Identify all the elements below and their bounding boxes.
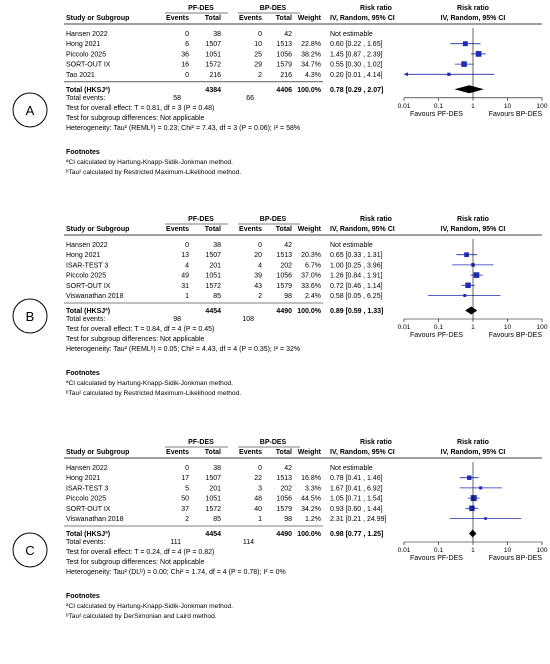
study-name: Piccolo 2025 [66,51,107,59]
total-events-label: Total events: [66,94,106,102]
group2-header: BP-DES [259,439,287,446]
total-value: 1513 [276,41,292,49]
tick-label: 10 [503,102,512,110]
total-value: 1056 [276,495,292,503]
study-square [463,294,466,297]
events-header: Events [239,226,262,233]
events-value: 0 [258,242,262,249]
test-statistic: Test for subgroup differences: Not applicable [66,559,205,566]
total-header: Total [275,15,292,22]
footnote: ªCI calculated by Hartung-Knapp-Sidik-Jonkman method. [66,603,234,610]
study-name: Viswanathan 2018 [66,516,124,523]
test-statistic: Test for subgroup differences: Not applicable [66,336,205,343]
effect-title: Risk ratio [360,216,392,223]
events-value: 20 [254,252,262,260]
group1-header: PF-DES [188,5,214,12]
test-statistic: Heterogeneity: Tau² (DLᵇ) = 0.00; Chi² = 1.74, df = 4 (P = 0.78); I² = 0% [66,569,286,576]
events-header: Events [166,15,189,22]
events-value: 6 [185,41,189,49]
total-value: 85 [213,516,221,523]
weight-value: 34.2% [301,505,321,513]
ci-value: 1.45 [0.87 , 2.39] [330,51,383,59]
total-value: 1056 [276,272,292,280]
effect-method: IV, Random, 95% CI [330,15,395,22]
total-weight: 100.0% [297,308,321,315]
events-value: 16 [181,61,189,69]
total-value: 42 [284,31,292,38]
events-value: 2 [258,293,262,300]
events-value: 5 [185,485,189,493]
study-name: ISAR-TEST 3 [66,485,109,493]
events-value: 29 [254,61,262,69]
tick-label: 100 [536,324,548,331]
total-value: 1572 [205,505,221,513]
effect-title: Risk ratio [360,439,392,446]
tick-label: 0.1 [433,547,444,554]
study-header: Study or Subgroup [66,226,130,233]
weight-value: 6.7% [305,262,321,270]
test-statistic: Test for subgroup differences: Not applicable [66,114,205,122]
weight-value: 16.8% [301,475,321,483]
events-value: 4 [185,262,189,270]
ci-value: Not estimable [330,31,373,38]
tick-label: 0.1 [433,102,444,110]
effect-method: IV, Random, 95% CI [330,449,395,456]
events-header: Events [239,15,262,22]
study-square [484,517,487,520]
total-events-1: 98 [173,316,181,323]
panel-label: B [25,309,35,324]
study-name: Hong 2021 [66,41,101,49]
total-n2: 4490 [276,308,292,315]
total-ci: 0.89 [0.59 , 1.33] [330,308,384,315]
events-value: 13 [181,252,189,260]
favours-left-label: Favours PF-DES [410,332,463,339]
ci-value: 0.60 [0.22 , 1.65] [330,41,383,49]
tick-label: 1 [471,547,475,554]
tick-label: 1 [471,102,475,110]
events-value: 2 [258,71,262,79]
total-value: 42 [284,465,292,472]
footnote: ᵇTau² calculated by Restricted Maximum-Likelihood method. [66,390,242,397]
total-events-2: 108 [242,316,254,323]
events-value: 17 [181,475,189,483]
study-square [469,506,475,512]
footnotes-title: Footnotes [66,148,100,156]
study-name: Hong 2021 [66,475,101,483]
events-value: 10 [254,41,262,49]
weight-header: Weight [297,226,321,233]
weight-value: 2.4% [305,293,321,300]
study-square [465,283,470,288]
ci-value: Not estimable [330,465,373,472]
ci-value: Not estimable [330,242,373,249]
events-value: 36 [181,51,189,59]
ci-value: 0.58 [0.05 , 6.25] [330,293,383,300]
total-value: 1051 [205,495,221,503]
events-value: 40 [254,505,262,513]
weight-value: 38.2% [301,51,321,59]
ci-value: 2.31 [0.21 , 24.99] [330,516,387,523]
total-value: 1579 [276,61,292,69]
effect-method: IV, Random, 95% CI [330,226,395,233]
weight-header: Weight [297,15,321,22]
weight-value: 33.6% [301,282,321,290]
total-value: 1051 [205,272,221,280]
study-name: Hansen 2022 [66,465,108,472]
study-name: Piccolo 2025 [66,272,107,280]
tick-label: 100 [536,102,548,110]
ci-value: 0.55 [0.30 , 1.02] [330,61,383,69]
events-value: 2 [185,516,189,523]
total-value: 1507 [205,252,221,260]
total-value: 42 [284,242,292,249]
study-name: Hansen 2022 [66,31,108,38]
events-value: 0 [185,71,189,79]
study-name: Hansen 2022 [66,242,108,249]
total-value: 1056 [276,51,292,59]
total-events-2: 66 [246,94,254,102]
total-events-1: 111 [170,539,181,546]
total-value: 1572 [205,61,221,69]
total-value: 1513 [276,252,292,260]
weight-value: 3.3% [305,485,321,493]
total-value: 202 [280,262,292,270]
footnote: ᵇTau² calculated by DerSimonian and Laird method. [66,613,217,620]
total-header: Total [275,449,292,456]
weight-header: Weight [297,449,321,456]
study-header: Study or Subgroup [66,15,130,22]
tick-label: 10 [503,547,512,554]
total-n2: 4490 [276,531,292,538]
events-value: 0 [185,242,189,249]
total-label: Total (HKSJª) [66,308,111,315]
events-value: 39 [254,272,262,280]
total-n1: 4384 [205,86,221,94]
footnote: ᵇTau² calculated by Restricted Maximum-Likelihood method. [66,168,242,176]
study-name: Viswanathan 2018 [66,293,124,300]
weight-value: 1.2% [305,516,321,523]
events-value: 4 [258,262,262,270]
tick-label: 0.01 [397,102,411,110]
total-n1: 4454 [205,531,221,538]
study-name: ISAR-TEST 3 [66,262,109,270]
test-statistic: Test for overall effect: T = 0.81, df = 3 (P = 0.48) [66,104,215,112]
ci-value: 1.26 [0.84 , 1.91] [330,272,383,280]
ci-value: 0.65 [0.33 , 1.31] [330,252,383,260]
total-events-1: 58 [173,94,181,102]
favours-right-label: Favours BP-DES [488,110,542,118]
plot-method: IV, Random, 95% CI [440,226,506,233]
events-header: Events [166,226,189,233]
study-name: Hong 2021 [66,252,101,260]
study-square [471,495,477,501]
ci-value: 0.20 [0.01 , 4.14] [330,71,383,79]
total-value: 202 [280,485,292,493]
total-header: Total [204,226,221,233]
ci-value: 0.78 [0.41 , 1.46] [330,475,383,483]
total-value: 216 [209,71,221,79]
total-value: 38 [213,31,221,38]
total-label: Total (HKSJª) [66,531,111,538]
forest-panel-a [13,5,548,176]
weight-value: 4.3% [305,71,321,79]
plot-title: Risk ratio [457,439,489,446]
effect-title: Risk ratio [360,5,392,12]
events-header: Events [239,449,262,456]
total-events-2: 114 [242,539,254,546]
total-value: 201 [209,262,221,270]
total-n1: 4454 [205,308,221,315]
tick-label: 10 [503,324,512,331]
events-value: 1 [185,293,189,300]
weight-value: 44.5% [301,495,321,503]
total-value: 38 [213,242,221,249]
favours-left-label: Favours PF-DES [410,555,463,562]
test-statistic: Test for overall effect: T = 0.84, df = 4 (P = 0.45) [66,326,215,333]
study-square [479,486,482,489]
study-name: SORT-OUT IX [66,282,111,290]
total-events-label: Total events: [66,539,106,546]
total-value: 1579 [276,282,292,290]
events-value: 43 [254,282,262,290]
panel-label: A [25,103,35,118]
plot-method: IV, Random, 95% CI [440,449,506,456]
events-value: 49 [181,272,189,280]
weight-value: 37.0% [301,272,321,280]
tick-label: 1 [471,324,475,331]
weight-value: 34.7% [301,61,321,69]
total-value: 1507 [205,475,221,483]
favours-left-label: Favours PF-DES [410,110,463,118]
plot-title: Risk ratio [457,5,489,12]
study-name: Tao 2021 [66,71,95,79]
total-value: 98 [284,293,292,300]
study-square [464,252,469,257]
weight-value: 20.3% [301,252,321,260]
group2-header: BP-DES [259,216,287,223]
total-value: 38 [213,465,221,472]
study-square [476,51,482,57]
total-events-label: Total events: [66,316,106,323]
ci-value: 1.05 [0.71 , 1.54] [330,495,383,503]
events-value: 22 [254,475,262,483]
pooled-diamond [465,307,477,315]
total-header: Total [204,449,221,456]
footnotes-title: Footnotes [66,593,100,600]
events-value: 0 [185,465,189,472]
events-value: 50 [181,495,189,503]
total-value: 1507 [205,41,221,49]
total-value: 201 [209,485,221,493]
group1-header: PF-DES [188,439,214,446]
pooled-diamond [454,85,483,93]
total-header: Total [204,15,221,22]
favours-right-label: Favours BP-DES [488,555,542,562]
total-value: 1051 [205,51,221,59]
tick-label: 100 [536,547,548,554]
ci-value: 0.93 [0.60 , 1.44] [330,505,383,513]
group1-header: PF-DES [188,216,214,223]
study-name: Piccolo 2025 [66,495,107,503]
test-statistic: Heterogeneity: Tau² (REMLᵇ) = 0.05; Chi² = 4.43, df = 4 (P = 0.35); I² = 32% [66,346,301,353]
events-value: 37 [181,505,189,513]
total-label: Total (HKSJª) [66,86,111,94]
events-value: 48 [254,495,262,503]
events-header: Events [166,449,189,456]
plot-title: Risk ratio [457,216,489,223]
total-value: 1513 [276,475,292,483]
events-value: 1 [258,516,262,523]
total-value: 1579 [276,505,292,513]
footnotes-title: Footnotes [66,370,100,377]
total-weight: 100.0% [297,86,321,94]
panel-label: C [25,543,35,558]
footnote: ªCI calculated by Hartung-Knapp-Sidik-Jonkman method. [66,380,234,387]
events-value: 0 [258,31,262,38]
total-ci: 0.78 [0.29 , 2.07] [330,86,384,94]
total-value: 216 [280,71,292,79]
forest-panel-c [13,439,548,620]
footnote: ªCI calculated by Hartung-Knapp-Sidik-Jonkman method. [66,158,234,166]
tick-label: 0.01 [397,324,411,331]
total-header: Total [275,226,292,233]
test-statistic: Heterogeneity: Tau² (REMLᵇ) = 0.23; Chi² = 7.43, df = 3 (P = 0.06); I² = 58% [66,124,301,132]
study-square [463,41,468,46]
ci-value: 0.72 [0.46 , 1.14] [330,282,383,290]
group2-header: BP-DES [259,5,287,12]
total-value: 1572 [205,282,221,290]
forest-panel-b [13,216,548,397]
study-square [467,475,471,479]
favours-right-label: Favours BP-DES [488,332,542,339]
study-square [447,73,450,76]
weight-value: 22.8% [301,41,321,49]
total-value: 85 [213,293,221,300]
events-value: 25 [254,51,262,59]
study-square [474,272,480,278]
ci-value: 1.00 [0.25 , 3.96] [330,262,383,270]
study-name: SORT-OUT IX [66,505,111,513]
plot-method: IV, Random, 95% CI [440,15,506,22]
tick-label: 0.01 [397,547,411,554]
study-header: Study or Subgroup [66,449,130,456]
study-square [461,61,467,67]
total-weight: 100.0% [297,531,321,538]
total-value: 98 [284,516,292,523]
ci-arrow [404,72,408,76]
tick-label: 0.1 [433,324,444,331]
events-value: 0 [185,31,189,38]
test-statistic: Test for overall effect: T = 0.24, df = 4 (P = 0.82) [66,549,215,556]
events-value: 0 [258,465,262,472]
study-name: SORT-OUT IX [66,61,111,69]
events-value: 3 [258,485,262,493]
total-n2: 4406 [276,86,292,94]
ci-value: 1.67 [0.41 , 6.92] [330,485,383,493]
total-ci: 0.98 [0.77 , 1.25] [330,531,384,538]
events-value: 31 [181,282,189,290]
